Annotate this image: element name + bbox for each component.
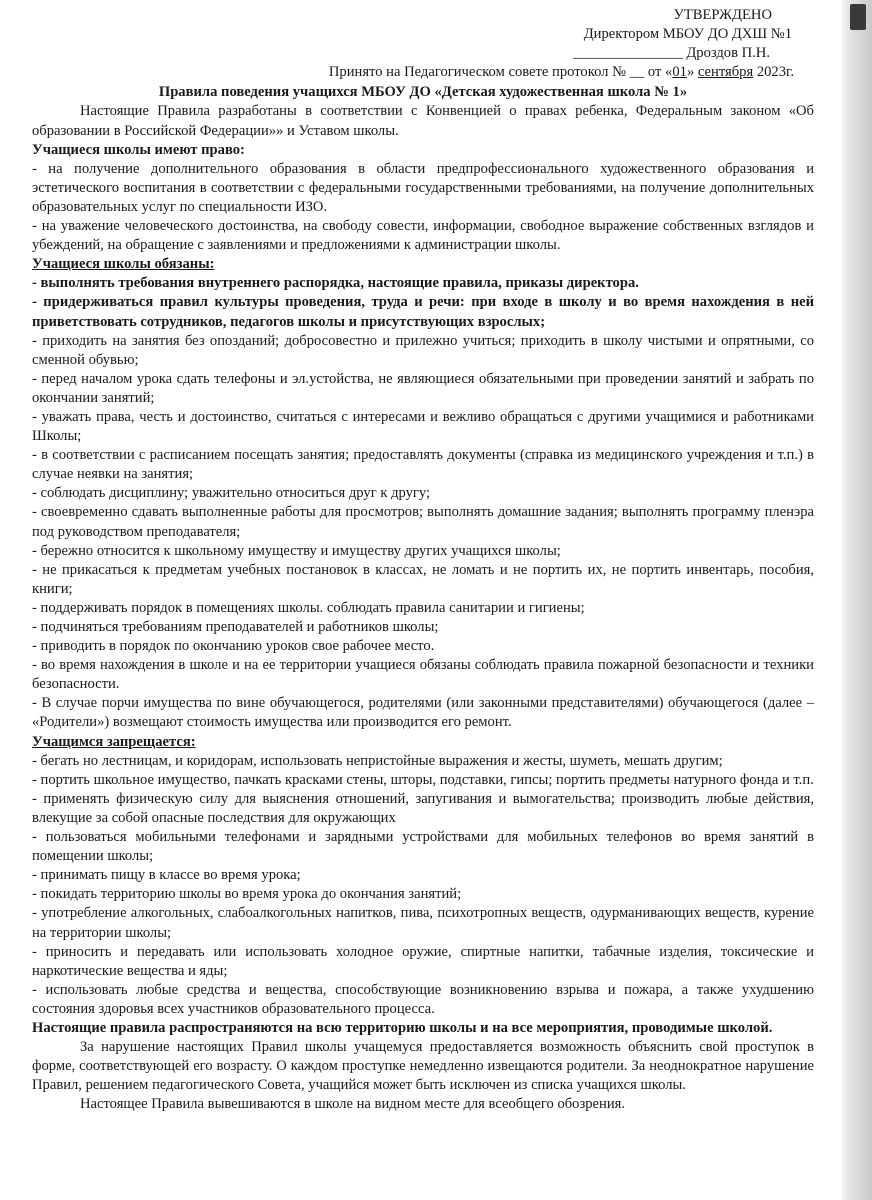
date-mid: » bbox=[686, 64, 698, 81]
document-page bbox=[32, 6, 814, 1114]
duties-item: - не прикасаться к предметам учебных постановок в классах, не ломать и не портить их, не портить инвентарь, пособия, книги; bbox=[32, 561, 814, 597]
approved-label: УТВЕРЖДЕНО bbox=[673, 7, 772, 23]
rights-item: - на получение дополнительного образования в области предпрофессионального художественного образования и эстетического воспитания в соответствии с федеральными государственными требованиями, на получение дополнительных образовательных услуг по специальности ИЗО. bbox=[32, 160, 814, 215]
accepted-line bbox=[32, 63, 794, 82]
intro-paragraph: Настоящие Правила разработаны в соответствии с Конвенцией о правах ребенка, Федеральным законом «Об образовании в Российской Федерации»» и Уставом школы. bbox=[32, 103, 814, 139]
duties-item: - соблюдать дисциплину; уважительно относиться друг к другу; bbox=[32, 485, 431, 502]
prohibited-item: - покидать территорию школы во время урока до окончания занятий; bbox=[32, 886, 462, 903]
prohibited-item: - бегать но лестницам, и коридорам, использовать непристойные выражения и жесты, шуметь, мешать другим; bbox=[32, 752, 723, 769]
duties-item: - во время нахождения в школе и на ее территории учащиеся обязаны соблюдать правила пожарной безопасности и техники безопасности. bbox=[32, 657, 814, 693]
rights-item: - на уважение человеческого достоинства, на свободу совести, информации, свободное выражение собственных взглядов и убеждений, на обращение с заявлениями и предложениями к администрации школы. bbox=[32, 218, 814, 254]
scope-paragraph: Настоящие правила распространяются на всю территорию школы и на все мероприятия, проводимые школой. bbox=[32, 1019, 773, 1036]
duties-bold-item: - придерживаться правил культуры проведения, труда и речи: при входе в школу и во время нахождения в ней приветствовать сотрудников, педагогов школы и присутствующих взрослых; bbox=[32, 294, 814, 330]
duties-heading: Учащиеся школы обязаны: bbox=[32, 256, 215, 273]
date-day: 01 bbox=[672, 64, 687, 81]
date-month: сентября bbox=[697, 64, 754, 81]
duties-item: - приводить в порядок по окончанию уроков свое рабочее место. bbox=[32, 638, 435, 655]
duties-item: - бережно относится к школьному имуществу и имуществу других учащихся школы; bbox=[32, 542, 561, 559]
prohibited-item: - применять физическую силу для выяснения отношений, запугивания и вымогательства; производить любые действия, влекущие за собой опасные последствия для окружающих bbox=[32, 790, 814, 826]
scan-edge bbox=[842, 0, 872, 1200]
director-name: Дроздов П.Н. bbox=[686, 45, 770, 62]
prohibited-item: - пользоваться мобильными телефонами и зарядными устройствами для мобильных телефонов во время занятий в помещении школы; bbox=[32, 829, 814, 865]
duties-item: - приходить на занятия без опозданий; добросовестно и прилежно учиться; приходить в школу чистыми и опрятными, со сменной обувью; bbox=[32, 332, 814, 368]
duties-item: - в соответствии с расписанием посещать занятия; предоставлять документы (справка из медицинского учреждения и т.п.) в случае неявки на занятия; bbox=[32, 447, 814, 483]
violation-paragraph: За нарушение настоящих Правил школы учащемуся предоставляется возможность объяснить свой проступок в форме, соответствующей его возрасту. О каждом проступке немедленно извещаются родители. За неоднократное нарушение Правил, решением педагогического Совета, учащийся может быть исключен из списка учащихся школы. bbox=[32, 1039, 814, 1094]
date-year: 2023г. bbox=[753, 64, 794, 81]
accepted-prefix: Принято на Педагогическом совете протокол № bbox=[328, 64, 630, 81]
document-title: Правила поведения учащихся МБОУ ДО «Детская художественная школа № 1» bbox=[158, 84, 688, 101]
prohibited-item: - употребление алкогольных, слабоалкогольных напитков, пива, психотропных веществ, одурманивающих веществ, курение на территории школы; bbox=[32, 905, 814, 941]
date-from: от « bbox=[644, 64, 673, 81]
duties-item: - В случае порчи имущества по вине обучающегося, родителями (или законными представителями) обучающегося (далее – «Родители») возмещают стоимость имущества или производится его ремонт. bbox=[32, 695, 814, 731]
rights-heading: Учащиеся школы имеют право: bbox=[32, 141, 245, 158]
prohibited-item: - использовать любые средства и вещества, способствующие возникновению взрыва и пожара, а также ухудшению состояния здоровья всех участников образовательного процесса. bbox=[32, 981, 814, 1017]
prohibited-item: - принимать пищу в классе во время урока; bbox=[32, 867, 301, 884]
duties-item: - уважать права, честь и достоинство, считаться с интересами и вежливо обращаться с другими учащимися и работниками Школы; bbox=[32, 408, 814, 445]
duties-bold-item: - выполнять требования внутреннего распорядка, настоящие правила, приказы директора. bbox=[32, 275, 639, 292]
scan-mark bbox=[850, 4, 866, 30]
posting-paragraph: Настоящее Правила вывешиваются в школе на видном месте для всеобщего обозрения. bbox=[80, 1096, 625, 1113]
duties-item: - подчиняться требованиям преподавателей и работников школы; bbox=[32, 619, 439, 635]
signature-line bbox=[32, 44, 770, 63]
signature-blank: _______________ bbox=[573, 45, 683, 62]
duties-item: - перед началом урока сдать телефоны и эл.устойства, не являющиеся обязательными при проведении занятий и забрать по окончании занятий; bbox=[32, 370, 814, 406]
duties-item: - поддерживать порядок в помещениях школы. соблюдать правила санитарии и гигиены; bbox=[32, 599, 585, 616]
protocol-number: __ bbox=[629, 64, 645, 81]
duties-item: - своевременно сдавать выполненные работы для просмотров; выполнять домашние задания; выполнять программу пленэра под руководством преподавателя; bbox=[32, 504, 814, 540]
prohibited-item: - приносить и передавать или использовать холодное оружие, спиртные напитки, табачные изделия, токсические и наркотические вещества и яды; bbox=[32, 943, 814, 979]
prohibited-item: - портить школьное имущество, пачкать красками стены, шторы, подставки, гипсы; портить предметы натурного фонда и т.п. bbox=[32, 771, 814, 788]
director-line: Директором МБОУ ДО ДХШ №1 bbox=[583, 26, 792, 43]
prohibited-heading: Учащимся запрещается: bbox=[32, 733, 196, 750]
